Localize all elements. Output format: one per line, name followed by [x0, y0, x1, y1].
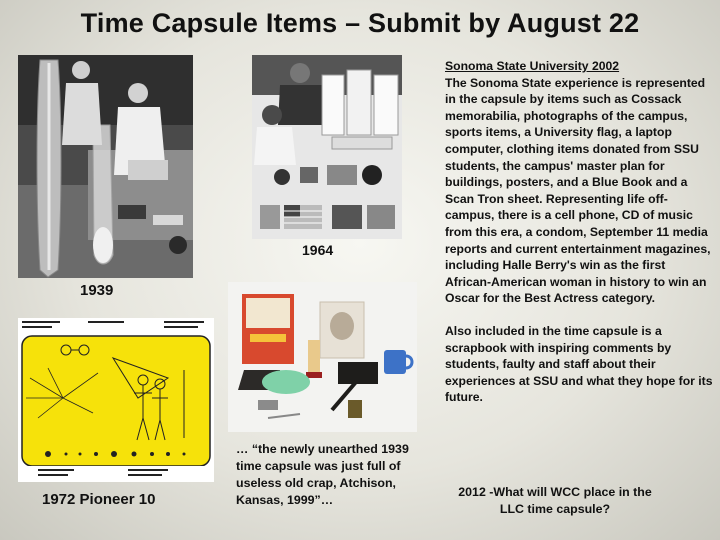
- wcc-question: 2012 -What will WCC place in the LLC time capsule?: [458, 485, 652, 516]
- photo-1964-items-icon: [252, 55, 402, 239]
- sonoma-paragraph-2: Also included in the time capsule is a scrapbook with inspiring comments by students, faulty and staff about their experiences at SSU and what they hope for its future.: [445, 323, 713, 405]
- pioneer-plaque-icon: [18, 318, 214, 482]
- caption-pioneer: 1972 Pioneer 10: [42, 491, 156, 508]
- photo-atchison-1939: [228, 282, 417, 432]
- atchison-quote: … “the newly unearthed 1939 time capsule was just full of useless old crap, Atchison, Kansas, 1999”…: [236, 442, 409, 507]
- photo-atchison-items-icon: [228, 282, 417, 432]
- photo-1939: [18, 55, 193, 278]
- caption-1939: 1939: [80, 282, 114, 299]
- photo-1939-capsule-icon: [18, 55, 193, 278]
- photo-1964: [252, 55, 402, 239]
- photo-pioneer-plaque: [18, 318, 214, 482]
- sonoma-description: [445, 58, 713, 406]
- caption-1964: 1964: [302, 242, 334, 258]
- slide-title: Time Capsule Items – Submit by August 22: [80, 8, 640, 38]
- sonoma-paragraph-1: The Sonoma State experience is represented in the capsule by items such as Cossack memorabilia, photographs of the campus, sports items, a University flag, a laptop computer, clothing items donated from SSU students, the campus' master plan for buildings, posters, and a Blue Book and a Scan Tron sheet. Representing life off-campus, there is a cell phone, CD of music from this era, a condom, September 11 media reports and current entertainment magazines, including Halle Berry's win as the first African-American woman in history to win an Oscar for the Best Actress category.: [445, 75, 711, 306]
- sonoma-heading: Sonoma State University 2002: [445, 59, 620, 73]
